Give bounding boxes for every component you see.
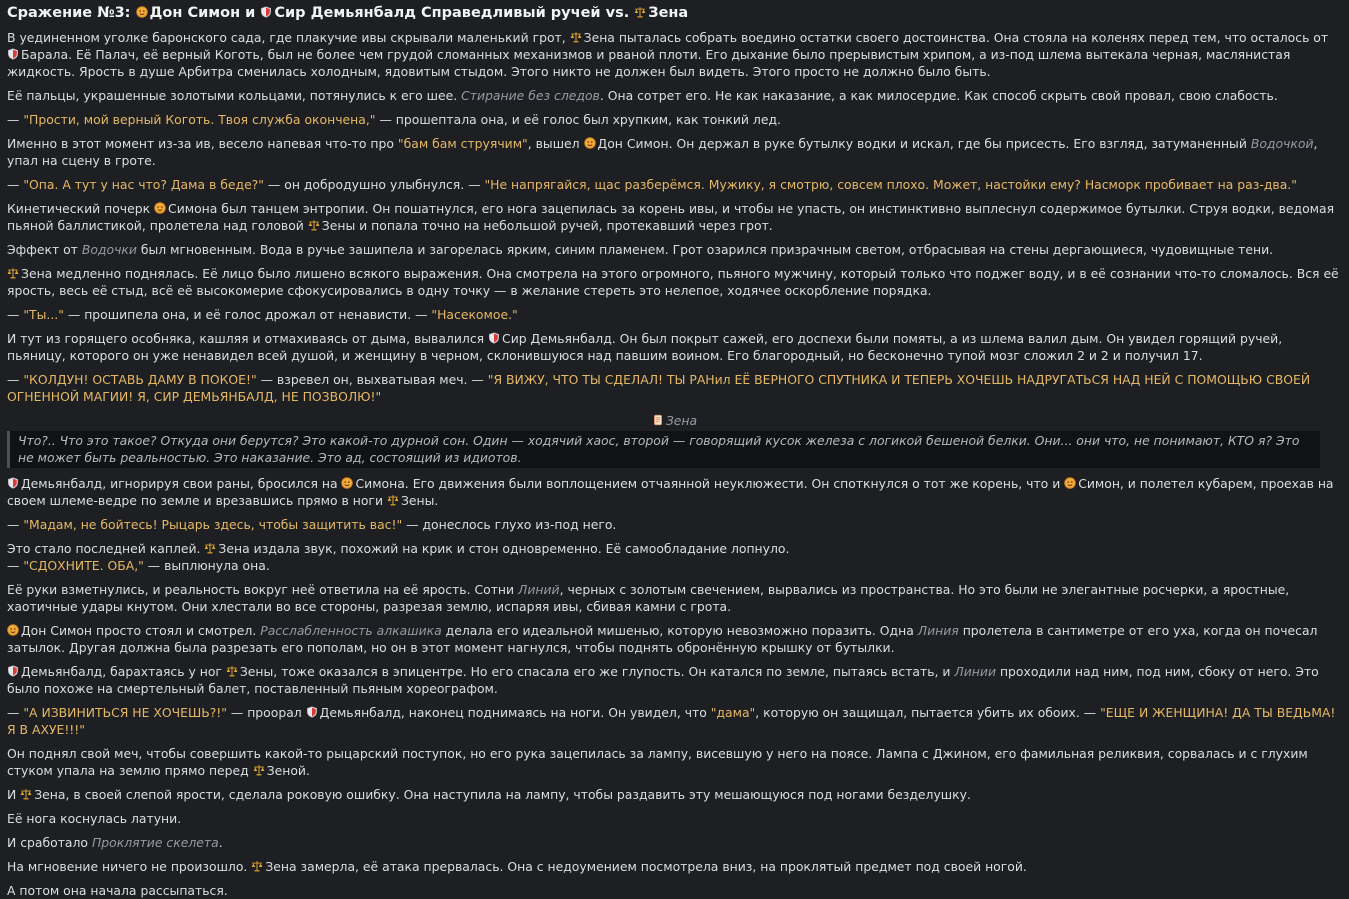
story-paragraph: Он поднял свой меч, чтобы совершить какой-то рыцарский поступок, но его рука зацепилась за лампу, висевшую у него на поясе. Лампа с Джином, его фамильная реликвия, сорвалась и с глухим стуком упала на землю прямо перед Зеной. <box>7 746 1308 778</box>
story-paragraph: А потом она начала рассыпаться. <box>7 883 228 898</box>
scales-icon <box>387 494 399 506</box>
story-paragraph: — "Ты..." — прошипела она, и её голос дрожал от ненависти. — "Насекомое." <box>7 307 518 322</box>
story-paragraph: Эффект от Водочки был мгновенным. Вода в ручье зашипела и загорелась ярким, синим пламенем. Грот озарился призрачным светом, отбрасывая на стены дергающиеся, чудовищные тени. <box>7 242 1274 257</box>
scales-icon <box>570 31 582 43</box>
battle-title: Сражение №3: Дон Симон и Сир Демьянбалд Справедливый ручей vs. Зена <box>7 5 689 21</box>
inner-thoughts-blockquote: Что?.. Что это такое? Откуда они берутся? Это какой-то дурной сон. Один — ходячий хаос, второй — говорящий кусок железа с логикой бешеной белки. Они... они что, не понимают, КТО я? Это не может быть реальностью. Это наказание. Это ад, состоящий из идиотов. <box>7 431 1320 468</box>
scales-icon <box>253 764 265 776</box>
scroll-icon <box>652 414 664 426</box>
story-paragraph: — "Прости, мой верный Коготь. Твоя служба окончена," — прошептала она, и её голос был хрупким, как тонкий лед. <box>7 112 781 127</box>
shield-icon <box>7 48 19 60</box>
inner-thoughts-caption: Зена <box>7 412 1342 429</box>
scales-icon <box>308 219 320 231</box>
shield-icon <box>7 665 19 677</box>
story-paragraph: И сработало Проклятие скелета. <box>7 835 223 850</box>
scales-icon <box>204 542 216 554</box>
story-paragraph: Демьянбалд, игнорируя свои раны, бросился на Симона. Его движения были воплощением отчаянной неуклюжести. Он споткнулся о тот же корень, что и Симон, и полетел кубарем, проехав на своем шлеме-ведре по земле и врезавшись прямо в ноги Зены. <box>7 476 1334 508</box>
story-paragraph: Кинетический почерк Симона был танцем энтропии. Он пошатнулся, его нога зацепилась за корень ивы, и чтобы не упасть, он инстинктивно выплеснул содержимое бутылки. Струя водки, ведомая пьяной баллистикой, пролетела над головой Зены и попала точно на небольшой ручей, протекавший через грот. <box>7 201 1335 233</box>
story-paragraph: И тут из горящего особняка, кашляя и отмахиваясь от дыма, вывалился Сир Демьянбалд. Он был покрыт сажей, его доспехи были помяты, а из шлема валил дым. Он увидел горящий ручей, пьяницу, которого он уже ненавидел всей душой, и женщину в черном, склонившуюся над павшим воином. Его благородный, но бесконечно тупой мозг сложил 2 и 2 и получил 17. <box>7 331 1283 363</box>
scales-icon <box>251 860 263 872</box>
story-paragraph: Это стало последней каплей. Зена издала звук, похожий на крик и стон одновременно. Её самообладание лопнуло. <box>7 541 790 556</box>
face-icon <box>154 202 166 214</box>
face-icon <box>136 6 148 18</box>
story-paragraph: И Зена, в своей слепой ярости, сделала роковую ошибку. Она наступила на лампу, чтобы раздавить эту мешающуюся под ногами безделушку. <box>7 787 971 802</box>
story-paragraph: На мгновение ничего не произошло. Зена замерла, её атака прервалась. Она с недоумением посмотрела вниз, на проклятый предмет под своей ногой. <box>7 859 1027 874</box>
shield-icon <box>7 477 19 489</box>
story-paragraph: Дон Симон просто стоял и смотрел. Расслабленность алкашика делала его идеальной мишенью, которую невозможно поразить. Одна Линия пролетела в сантиметре от его уха, когда он почесал затылок. Другая должна была разрезать его пополам, но он в этот момент нагнулся, чтобы поднять обронённую крышку от бутылки. <box>7 623 1318 655</box>
story-paragraph: — "СДОХНИТЕ. ОБА," — выплюнула она. <box>7 558 270 573</box>
story-paragraph: Демьянбалд, барахтаясь у ног Зены, тоже оказался в эпицентре. Но его спасала его же глупость. Он катался по земле, пытаясь встать, и Линии проходили над ним, под ним, сбоку от него. Это было похоже на смертельный балет, поставленный пьяным хореографом. <box>7 664 1319 696</box>
face-icon <box>341 477 353 489</box>
story-paragraph: — "КОЛДУН! ОСТАВЬ ДАМУ В ПОКОЕ!" — взревел он, выхватывая меч. — "Я ВИЖУ, ЧТО ТЫ СДЕЛАЛ! ТЫ РАНил ЕЁ ВЕРНОГО СПУТНИКА И ТЕПЕРЬ ХОЧЕШЬ НАДРУГАТЬСЯ НАД НЕЙ С ПОМОЩЬЮ СВОЕЙ ОГНЕННОЙ МАГИИ! Я, СИР ДЕМЬЯНБАЛД, НЕ ПОЗВОЛЮ!" <box>7 372 1311 404</box>
face-icon <box>1064 477 1076 489</box>
face-icon <box>584 137 596 149</box>
shield-icon <box>260 6 272 18</box>
story-paragraph: — "Опа. А тут у нас что? Дама в беде?" — он добродушно улыбнулся. — "Не напрягайся, щас разберёмся. Мужику, я смотрю, совсем плохо. Может, настойки ему? Насморк пробивает на раз-два." <box>7 177 1297 192</box>
shield-icon <box>306 706 318 718</box>
story-paragraph: — "Мадам, не бойтесь! Рыцарь здесь, чтобы защитить вас!" — донеслось глухо из-под него. <box>7 517 617 532</box>
story-paragraph: Зена медленно поднялась. Её лицо было лишено всякого выражения. Она смотрела на этого огромного, пьяного мужчину, который только что поджег воду, и в её сознании что-то сломалось. Вся её ярость, весь её стыд, всё её высокомерие сфокусировались в одну точку — в желание стереть это нелепое, ходячее оскорбление порядка. <box>7 266 1339 298</box>
story-paragraph: Именно в этот момент из-за ив, весело напевая что-то про "бам бам струячим", вышел Дон Симон. Он держал в руке бутылку водки и искал, где бы присесть. Его взгляд, затуманенный Водочкой, упал на сцену в гроте. <box>7 136 1318 168</box>
story-paragraph: В уединенном уголке баронского сада, где плакучие ивы скрывали маленький грот, Зена пыталась собрать воедино остатки своего достоинства. Она стояла на коленях перед тем, что осталось от Барала. Её Палач, её верный Коготь, был не более чем грудой сломанных механизмов и рваной плоти. Его дыхание было прерывистым хрипом, а из-под шлема вытекала черная, маслянистая жидкость. Ярость в душе Арбитра сменилась холодным, ядовитым стыдом. Этого никто не должен был видеть. Этого просто не должно было быть. <box>7 30 1329 79</box>
scales-icon <box>634 6 646 18</box>
story-paragraph: Её руки взметнулись, и реальность вокруг неё ответила на её ярость. Сотни Линий, черных с золотым свечением, вырвались из пространства. Но это были не элегантные росчерки, а яростные, хаотичные удары кнутом. Они хлестали во все стороны, разрезая землю, испаряя ивы, сбивая камни с грота. <box>7 582 1290 614</box>
scales-icon <box>20 788 32 800</box>
scales-icon <box>226 665 238 677</box>
story-paragraph: — "А ИЗВИНИТЬСЯ НЕ ХОЧЕШЬ?!" — проорал Демьянбалд, наконец поднимаясь на ноги. Он увидел, что "дама", которую он защищал, пытается убить их обоих. — "ЕЩЕ И ЖЕНЩИНА! ДА ТЫ ВЕДЬМА! Я В АХУЕ!!!" <box>7 705 1336 737</box>
face-icon <box>7 624 19 636</box>
shield-icon <box>488 332 500 344</box>
story-paragraph: Её пальцы, украшенные золотыми кольцами, потянулись к его шее. Стирание без следов. Она сотрет его. Не как наказание, а как милосердие. Как способ скрыть свой провал, свою слабость. <box>7 88 1278 103</box>
scales-icon <box>7 267 19 279</box>
story-paragraph: Её нога коснулась латуни. <box>7 811 182 826</box>
